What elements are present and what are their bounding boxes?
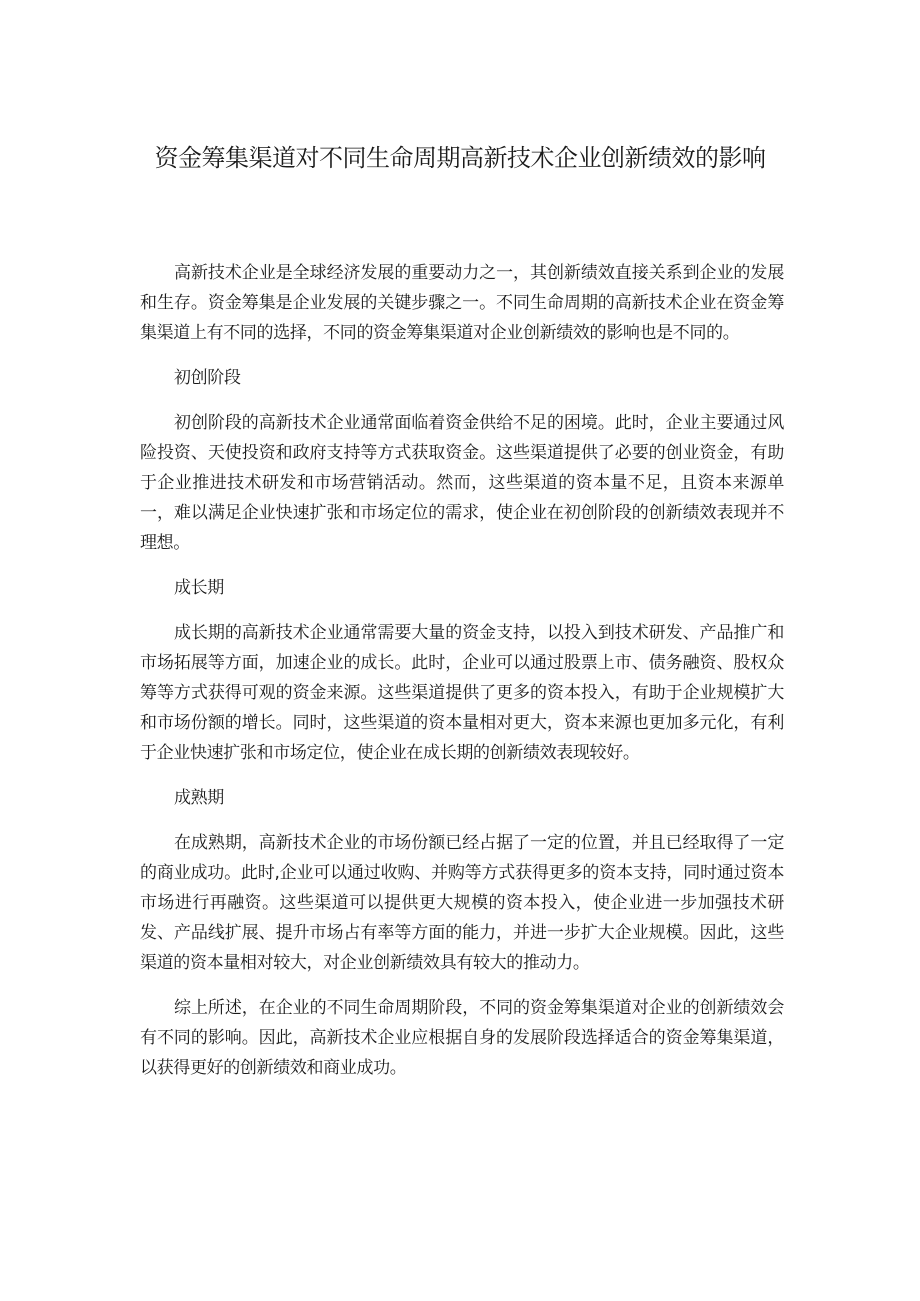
section-paragraph-startup: 初创阶段的高新技术企业通常面临着资金供给不足的困境。此时，企业主要通过风险投资、天使投资和政府支持等方式获取资金。这些渠道提供了必要的创业资金，有助于企业推进技术研发和市场营销活动。然而，这些渠道的资本量不足，且资本来源单一，难以满足企业快速扩张和市场定位的需求，使企业在初创阶段的创新绩效表现并不理想。 [140, 413, 784, 553]
intro-paragraph: 高新技术企业是全球经济发展的重要动力之一，其创新绩效直接关系到企业的发展和生存。资金筹集是企业发展的关键步骤之一。不同生命周期的高新技术企业在资金筹集渠道上有不同的选择，不同的资金筹集渠道对企业创新绩效的影响也是不同的。 [140, 263, 784, 343]
section-heading-startup: 初创阶段 [174, 368, 241, 388]
document-title: 资金筹集渠道对不同生命周期高新技术企业创新绩效的影响 [154, 144, 766, 172]
section-paragraph-growth: 成长期的高新技术企业通常需要大量的资金支持，以投入到技术研发、产品推广和市场拓展等方面，加速企业的成长。此时，企业可以通过股票上市、债务融资、股权众筹等方式获得可观的资金来源。这些渠道提供了更多的资本投入，有助于企业规模扩大和市场份额的增长。同时，这些渠道的资本量相对更大，资本来源也更加多元化，有利于企业快速扩张和市场定位，使企业在成长期的创新绩效表现较好。 [140, 623, 784, 763]
section-paragraph-mature: 在成熟期，高新技术企业的市场份额已经占据了一定的位置，并且已经取得了一定的商业成功。此时,企业可以通过收购、并购等方式获得更多的资本支持，同时通过资本市场进行再融资。这些渠道可以提供更大规模的资本投入，使企业进一步加强技术研发、产品线扩展、提升市场占有率等方面的能力，并进一步扩大企业规模。因此，这些渠道的资本量相对较大，对企业创新绩效具有较大的推动力。 [140, 833, 784, 973]
section-heading-growth: 成长期 [174, 578, 224, 598]
section-heading-mature: 成熟期 [174, 788, 224, 808]
document-body [140, 258, 784, 1098]
conclusion-paragraph: 综上所述，在企业的不同生命周期阶段，不同的资金筹集渠道对企业的创新绩效会有不同的影响。因此，高新技术企业应根据自身的发展阶段选择适合的资金筹集渠道，以获得更好的创新绩效和商业成功。 [140, 998, 784, 1078]
